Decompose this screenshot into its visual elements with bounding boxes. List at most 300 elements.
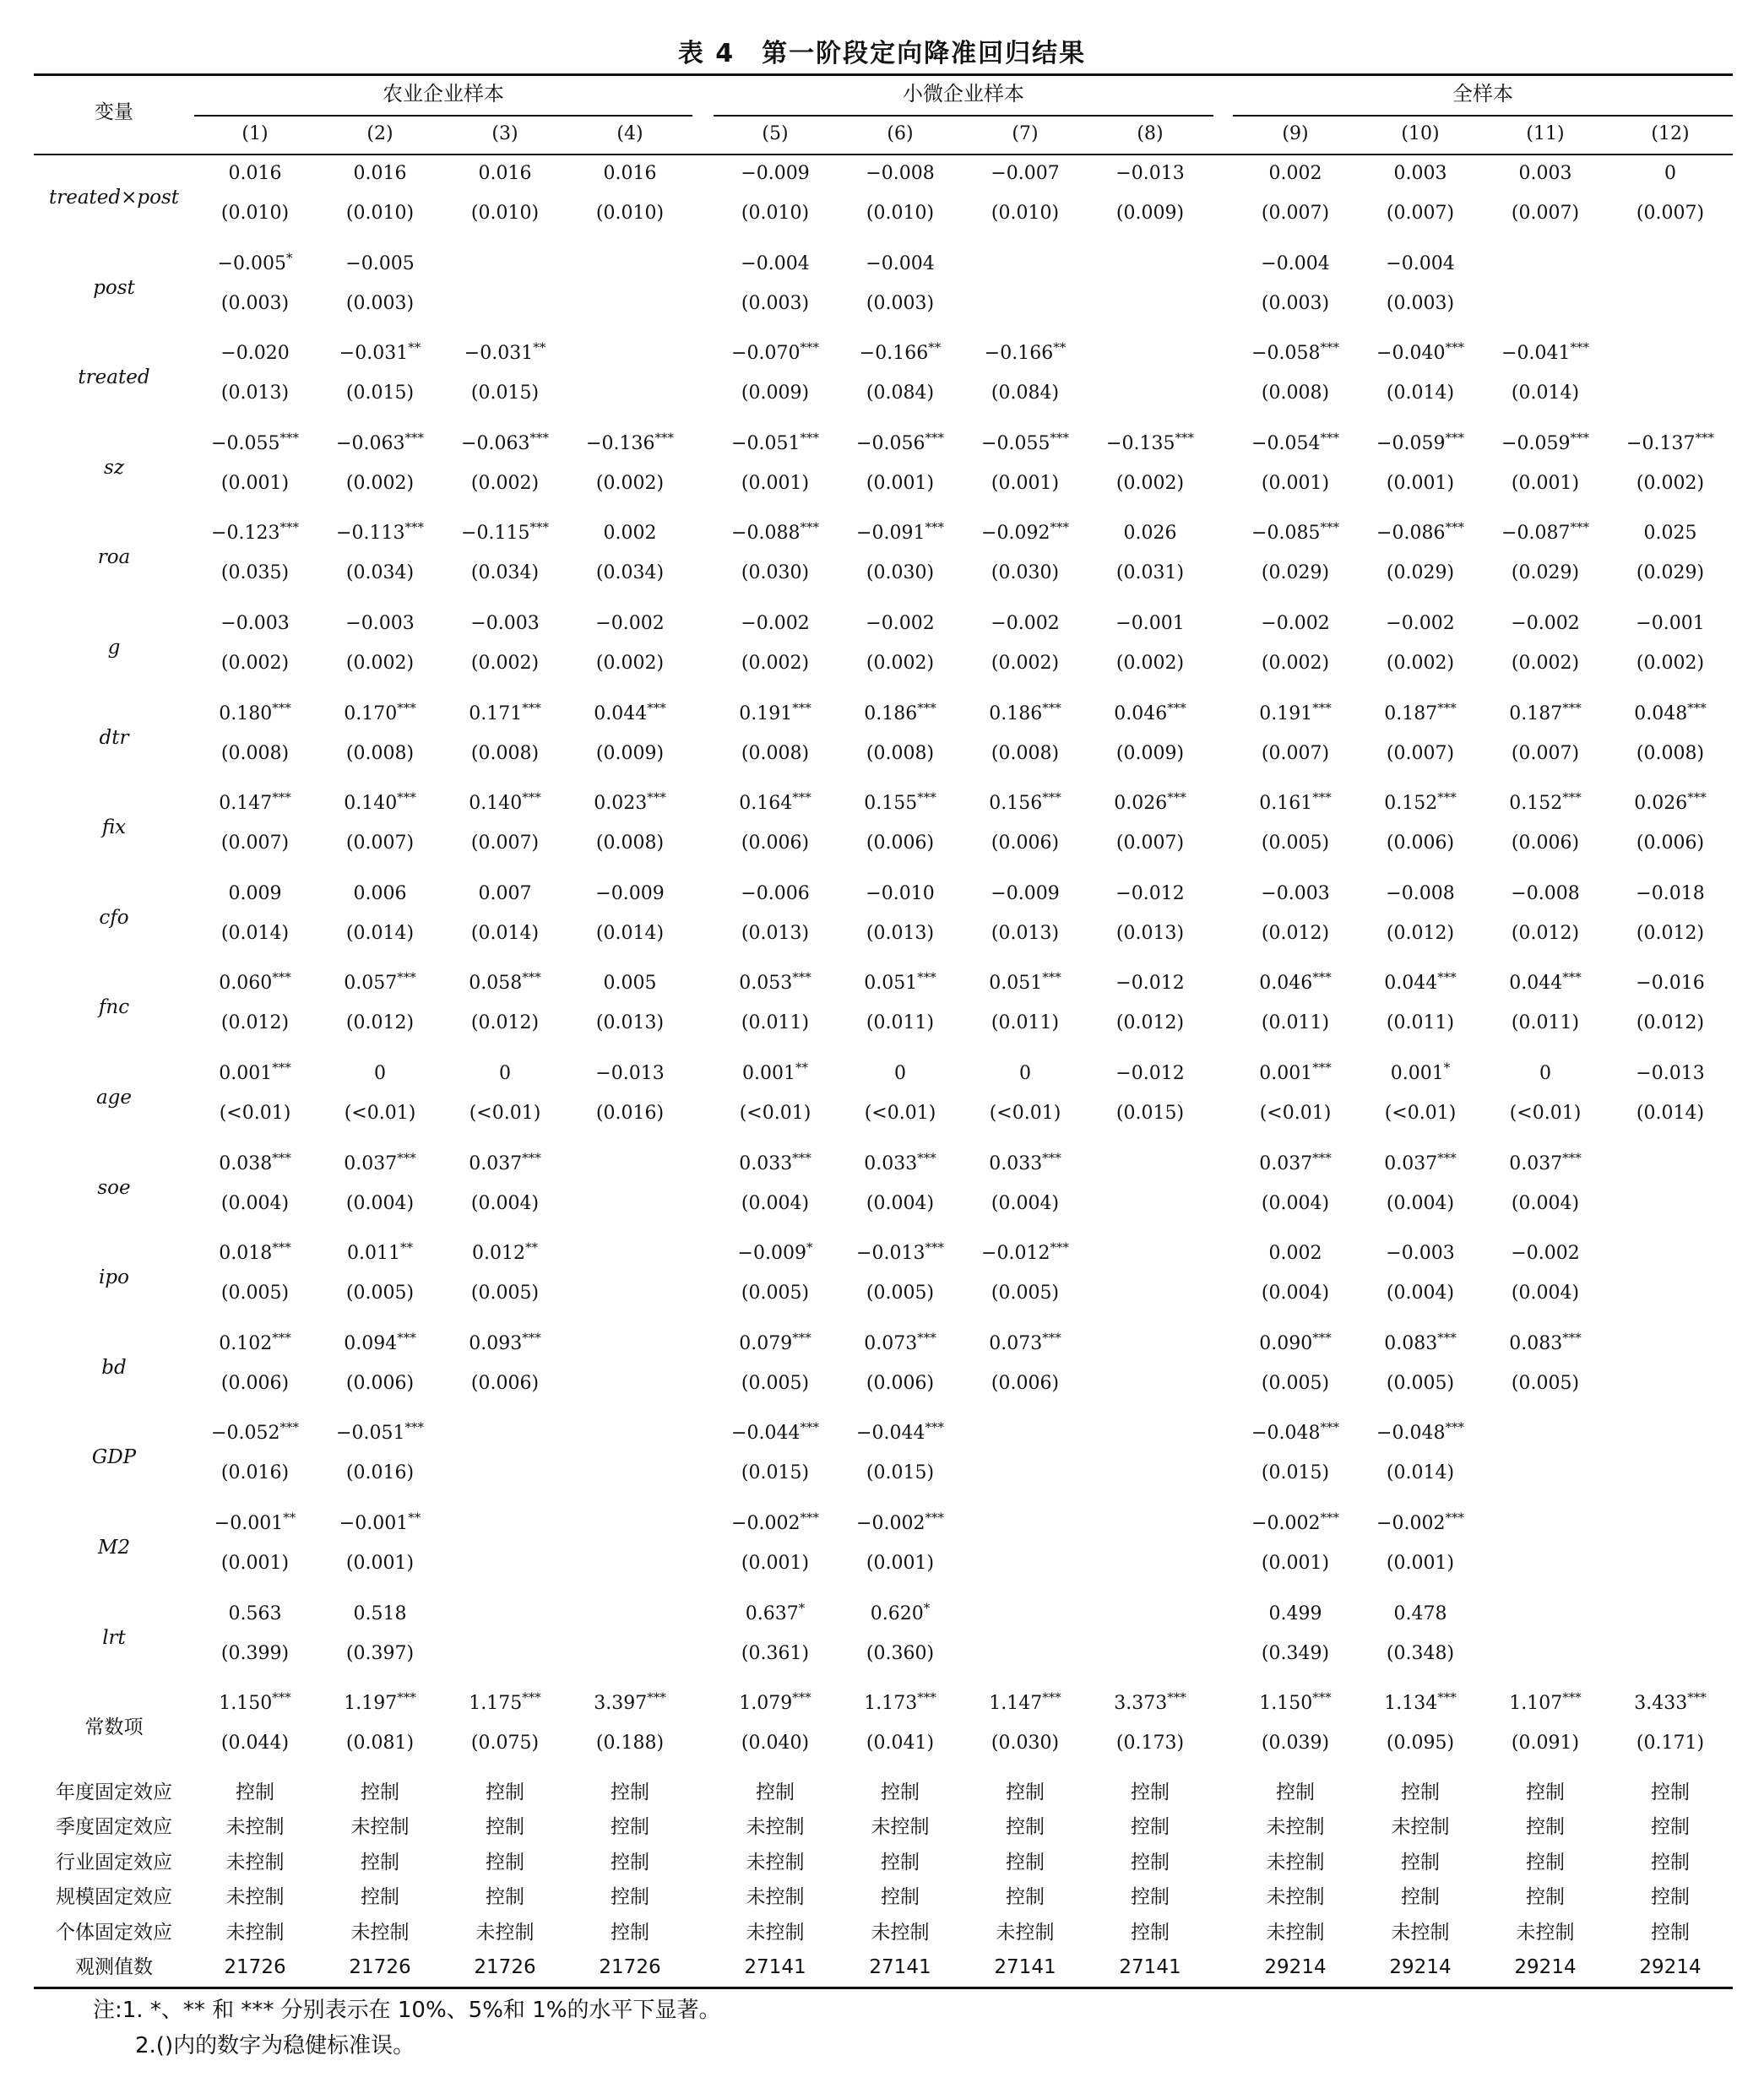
standard-error: (0.002) xyxy=(345,653,415,674)
standard-error: (0.009) xyxy=(1115,203,1185,224)
standard-error: (0.008) xyxy=(345,742,415,764)
coefficient: −0.002*** xyxy=(1376,1510,1464,1534)
standard-error: (0.010) xyxy=(595,203,665,224)
coefficient: −0.008 xyxy=(1386,882,1455,904)
standard-error: (0.012) xyxy=(1261,922,1330,944)
standard-error: (0.006) xyxy=(1511,832,1580,854)
standard-error: (0.173) xyxy=(1115,1733,1185,1754)
significance-stars: *** xyxy=(272,1150,291,1166)
coefficient: −0.003 xyxy=(345,613,415,634)
significance-stars: *** xyxy=(1562,789,1582,805)
significance-stars: *** xyxy=(1437,1330,1457,1346)
standard-error: (0.003) xyxy=(1261,292,1330,314)
variable-name: 常数项 xyxy=(84,1716,144,1739)
fixed-effect-value: 29214 xyxy=(1639,1956,1702,1978)
coefficient: 0.026*** xyxy=(1114,789,1186,815)
standard-error: (0.095) xyxy=(1386,1733,1455,1754)
significance-stars: *** xyxy=(925,1510,944,1526)
standard-error: (0.011) xyxy=(1386,1012,1455,1034)
column-number: (11) xyxy=(1526,123,1565,144)
coefficient: 0.037*** xyxy=(469,1150,541,1174)
standard-error: (0.031) xyxy=(1115,562,1185,584)
standard-error: (<0.01) xyxy=(1384,1103,1457,1124)
coefficient: −0.002 xyxy=(741,613,810,634)
fixed-effect-label: 观测值数 xyxy=(75,1956,153,1978)
coefficient: −0.004 xyxy=(741,252,810,274)
standard-error: (<0.01) xyxy=(864,1103,936,1124)
coefficient: 3.433*** xyxy=(1634,1689,1707,1715)
coefficient: 0.180*** xyxy=(219,700,291,724)
coefficient: 0.023*** xyxy=(594,789,666,815)
coefficient: 1.150*** xyxy=(219,1689,291,1715)
variable-name: ipo xyxy=(99,1266,129,1289)
coefficient: −0.031** xyxy=(339,339,421,365)
coefficient: −0.008 xyxy=(866,163,935,184)
coefficient: −0.002 xyxy=(1386,613,1455,634)
fixed-effect-value: 控制 xyxy=(1651,1921,1690,1944)
coefficient: 0.053*** xyxy=(739,970,811,995)
standard-error: (0.001) xyxy=(1261,472,1330,494)
coefficient: 0.012** xyxy=(472,1239,538,1265)
standard-error: (0.005) xyxy=(1261,832,1330,854)
coefficient: 1.147*** xyxy=(989,1689,1061,1715)
significance-stars: *** xyxy=(272,1060,291,1076)
significance-stars: *** xyxy=(280,430,299,446)
significance-stars: *** xyxy=(1437,1689,1457,1706)
group-header: 小微企业样本 xyxy=(903,82,1024,106)
standard-error: (0.029) xyxy=(1386,562,1455,584)
coefficient: −0.001** xyxy=(339,1510,421,1534)
standard-error: (0.016) xyxy=(220,1462,290,1484)
bottom-rule xyxy=(34,1987,1733,1989)
coefficient: 0.001** xyxy=(742,1060,808,1084)
significance-stars: *** xyxy=(397,789,416,805)
coefficient: 0.016 xyxy=(478,163,532,184)
standard-error: (0.034) xyxy=(595,562,665,584)
significance-stars: *** xyxy=(1562,700,1582,716)
coefficient: −0.051*** xyxy=(336,1420,424,1445)
significance-stars: *** xyxy=(925,1239,944,1255)
fixed-effect-value: 控制 xyxy=(361,1851,399,1874)
coefficient: 0.001*** xyxy=(219,1060,291,1084)
significance-stars: *** xyxy=(800,1420,819,1436)
coefficient: 0.026 xyxy=(1123,523,1177,545)
coefficient: −0.091*** xyxy=(856,520,944,545)
standard-error: (0.030) xyxy=(741,562,810,584)
standard-error: (0.171) xyxy=(1636,1733,1705,1754)
standard-error: (0.002) xyxy=(595,472,665,494)
coefficient: −0.013*** xyxy=(856,1239,944,1265)
fixed-effect-value: 控制 xyxy=(881,1886,920,1909)
variable-name: treated xyxy=(78,366,150,389)
coefficient: −0.044*** xyxy=(731,1420,819,1445)
standard-error: (0.010) xyxy=(220,203,290,224)
variable-name: fix xyxy=(101,816,127,839)
fixed-effect-label: 行业固定效应 xyxy=(56,1851,172,1874)
significance-stars: *** xyxy=(917,1330,936,1346)
significance-stars: *** xyxy=(522,970,541,986)
significance-stars: *** xyxy=(397,1330,416,1346)
fixed-effect-value: 未控制 xyxy=(225,1886,285,1909)
significance-stars: *** xyxy=(1570,339,1589,355)
coefficient: 0.033*** xyxy=(739,1150,811,1174)
significance-stars: *** xyxy=(792,1150,811,1166)
significance-stars: ** xyxy=(408,1510,421,1526)
fixed-effect-value: 未控制 xyxy=(1391,1816,1450,1839)
significance-stars: *** xyxy=(1320,430,1339,446)
significance-stars: *** xyxy=(1445,1510,1464,1526)
standard-error: (0.004) xyxy=(345,1192,415,1214)
coefficient: 1.107*** xyxy=(1509,1689,1582,1715)
coefficient: −0.002 xyxy=(595,613,665,634)
column-number: (6) xyxy=(887,123,914,144)
coefficient: 0.044*** xyxy=(594,700,666,724)
standard-error: (0.002) xyxy=(1115,653,1185,674)
coefficient: −0.009 xyxy=(595,882,665,904)
variable-name: dtr xyxy=(99,726,129,749)
column-number: (4) xyxy=(616,123,643,144)
coefficient: −0.002 xyxy=(866,613,935,634)
coefficient: −0.166** xyxy=(984,339,1067,365)
significance-stars: *** xyxy=(1167,1689,1186,1706)
standard-error: (0.006) xyxy=(991,832,1060,854)
standard-error: (0.035) xyxy=(220,562,290,584)
coefficient: −0.040*** xyxy=(1376,339,1464,365)
standard-error: (0.013) xyxy=(991,922,1060,944)
coefficient: −0.008 xyxy=(1511,882,1580,904)
standard-error: (0.010) xyxy=(866,203,935,224)
significance-stars: *** xyxy=(917,789,936,805)
coefficient: 0 xyxy=(1539,1063,1551,1084)
significance-stars: *** xyxy=(1437,789,1457,805)
variable-name: post xyxy=(93,276,135,299)
fixed-effect-value: 未控制 xyxy=(1266,1921,1325,1944)
standard-error: (0.348) xyxy=(1386,1642,1455,1664)
standard-error: (0.008) xyxy=(1261,382,1330,404)
standard-error: (0.005) xyxy=(1386,1372,1455,1394)
fixed-effect-value: 控制 xyxy=(611,1851,649,1874)
coefficient: 0.499 xyxy=(1268,1602,1322,1624)
significance-stars: ** xyxy=(928,339,942,355)
table-title: 表 4 第一阶段定向降准回归结果 xyxy=(677,39,1087,68)
significance-stars: * xyxy=(1443,1060,1451,1076)
variable-name: roa xyxy=(97,546,131,569)
standard-error: (0.015) xyxy=(866,1462,935,1484)
standard-error: (0.008) xyxy=(220,742,290,764)
standard-error: (0.006) xyxy=(220,1372,290,1394)
coefficient: 0.186*** xyxy=(989,700,1061,724)
significance-stars: *** xyxy=(1445,339,1464,355)
fixed-effect-value: 21726 xyxy=(599,1956,661,1978)
standard-error: (0.013) xyxy=(220,382,290,404)
significance-stars: *** xyxy=(272,1689,291,1706)
fixed-effect-value: 控制 xyxy=(1276,1781,1315,1803)
coefficient: −0.002 xyxy=(991,613,1060,634)
coefficient: −0.018 xyxy=(1636,882,1705,904)
standard-error: (0.188) xyxy=(595,1733,665,1754)
fixed-effect-value: 未控制 xyxy=(1516,1921,1575,1944)
coefficient: −0.001** xyxy=(214,1510,296,1534)
significance-stars: *** xyxy=(917,1689,936,1706)
coefficient: 0.094*** xyxy=(344,1330,416,1354)
fixed-effect-label: 规模固定效应 xyxy=(56,1886,172,1909)
standard-error: (0.030) xyxy=(991,1733,1060,1754)
fixed-effect-value: 控制 xyxy=(881,1851,920,1874)
coefficient: 0.051*** xyxy=(864,970,936,995)
standard-error: (0.075) xyxy=(470,1733,540,1754)
significance-stars: *** xyxy=(1695,430,1714,446)
significance-stars: *** xyxy=(1312,1689,1332,1706)
standard-error: (0.007) xyxy=(220,832,290,854)
significance-stars: *** xyxy=(800,339,819,355)
significance-stars: ** xyxy=(1053,339,1067,355)
significance-stars: *** xyxy=(1562,1330,1582,1346)
variable-name: GDP xyxy=(91,1446,137,1469)
coefficient: −0.166** xyxy=(859,339,942,365)
coefficient: 0.033*** xyxy=(989,1150,1061,1174)
standard-error: (0.014) xyxy=(595,922,665,944)
fixed-effect-value: 21726 xyxy=(349,1956,411,1978)
column-number: (2) xyxy=(366,123,394,144)
significance-stars: *** xyxy=(1562,1150,1582,1166)
standard-error: (0.003) xyxy=(866,292,935,314)
coefficient: −0.012 xyxy=(1115,973,1185,995)
column-number: (7) xyxy=(1012,123,1039,144)
standard-error: (0.002) xyxy=(1511,653,1580,674)
coefficient: −0.063*** xyxy=(336,430,424,454)
coefficient: −0.044*** xyxy=(856,1420,944,1445)
coefficient: 0.016 xyxy=(603,163,657,184)
coefficient: 0.060*** xyxy=(219,970,291,995)
standard-error: (0.091) xyxy=(1511,1733,1580,1754)
fixed-effect-value: 未控制 xyxy=(871,1816,930,1839)
variable-name: g xyxy=(107,637,121,659)
significance-stars: *** xyxy=(1320,1510,1339,1526)
standard-error: (0.014) xyxy=(345,922,415,944)
coefficient: 1.079*** xyxy=(739,1689,811,1715)
column-number: (5) xyxy=(762,123,789,144)
fixed-effect-label: 季度固定效应 xyxy=(56,1816,172,1839)
significance-stars: * xyxy=(798,1600,806,1616)
significance-stars: ** xyxy=(408,339,421,355)
standard-error: (0.002) xyxy=(1115,472,1185,494)
fixed-effect-value: 控制 xyxy=(486,1886,524,1909)
standard-error: (0.011) xyxy=(741,1012,810,1034)
variable-name: bd xyxy=(101,1356,127,1379)
standard-error: (0.008) xyxy=(1636,742,1705,764)
coefficient: −0.031** xyxy=(464,339,546,365)
significance-stars: ** xyxy=(795,1060,808,1076)
standard-error: (0.004) xyxy=(1261,1192,1330,1214)
coefficient: 0.152*** xyxy=(1384,789,1457,815)
coefficient: 0.002 xyxy=(1268,1243,1322,1265)
significance-stars: *** xyxy=(1320,520,1339,536)
standard-error: (0.009) xyxy=(595,742,665,764)
standard-error: (0.003) xyxy=(345,292,415,314)
coefficient: −0.070*** xyxy=(731,339,819,365)
fixed-effect-value: 控制 xyxy=(361,1781,399,1803)
coefficient: 0.171*** xyxy=(469,700,541,724)
standard-error: (0.009) xyxy=(1115,742,1185,764)
column-number: (12) xyxy=(1651,123,1690,144)
standard-error: (0.002) xyxy=(345,472,415,494)
coefficient: −0.020 xyxy=(220,343,290,365)
coefficient: 1.175*** xyxy=(469,1689,541,1715)
column-number: (10) xyxy=(1401,123,1440,144)
standard-error: (0.007) xyxy=(1115,832,1185,854)
significance-stars: *** xyxy=(1570,430,1589,446)
fixed-effect-value: 控制 xyxy=(1526,1851,1565,1874)
group-header: 农业企业样本 xyxy=(383,82,504,106)
coefficient: 0.009 xyxy=(228,882,282,904)
significance-stars: *** xyxy=(800,1510,819,1526)
coefficient: 0.007 xyxy=(478,882,532,904)
coefficient: −0.009* xyxy=(737,1239,813,1265)
coefficient: 0.073*** xyxy=(864,1330,936,1354)
coefficient: 0 xyxy=(499,1063,511,1084)
significance-stars: *** xyxy=(792,970,811,986)
standard-error: (0.004) xyxy=(741,1192,810,1214)
standard-error: (<0.01) xyxy=(989,1103,1061,1124)
coefficient: −0.056*** xyxy=(856,430,944,454)
significance-stars: *** xyxy=(397,1689,416,1706)
fixed-effect-value: 未控制 xyxy=(225,1851,285,1874)
coefficient: −0.016 xyxy=(1636,973,1705,995)
coefficient: 1.197*** xyxy=(344,1689,416,1715)
group-header: 全样本 xyxy=(1452,82,1513,106)
coefficient: −0.004 xyxy=(1261,252,1330,274)
significance-stars: *** xyxy=(800,430,819,446)
significance-stars: *** xyxy=(925,520,944,536)
significance-stars: *** xyxy=(1050,430,1069,446)
significance-stars: *** xyxy=(792,789,811,805)
standard-error: (0.006) xyxy=(345,1372,415,1394)
coefficient: −0.115*** xyxy=(461,520,549,545)
coefficient: 0.191*** xyxy=(739,700,811,724)
standard-error: (0.001) xyxy=(1511,472,1580,494)
fixed-effect-label: 个体固定效应 xyxy=(56,1921,172,1944)
significance-stars: *** xyxy=(1312,1330,1332,1346)
significance-stars: *** xyxy=(1437,970,1457,986)
standard-error: (<0.01) xyxy=(469,1103,541,1124)
standard-error: (0.029) xyxy=(1261,562,1330,584)
significance-stars: *** xyxy=(522,1330,541,1346)
fixed-effect-value: 控制 xyxy=(1401,1886,1440,1909)
fixed-effect-value: 控制 xyxy=(1006,1851,1045,1874)
fixed-effect-value: 未控制 xyxy=(350,1816,410,1839)
standard-error: (0.029) xyxy=(1636,562,1705,584)
standard-error: (0.006) xyxy=(866,1372,935,1394)
standard-error: (0.008) xyxy=(866,742,935,764)
standard-error: (0.001) xyxy=(1386,472,1455,494)
coefficient: 0.161*** xyxy=(1259,789,1332,815)
coefficient: 0 xyxy=(1664,163,1676,184)
coefficient: 0.170*** xyxy=(344,700,416,724)
fixed-effect-value: 27141 xyxy=(869,1956,931,1978)
coefficient: 0.518 xyxy=(353,1602,407,1624)
standard-error: (0.002) xyxy=(470,472,540,494)
standard-error: (0.007) xyxy=(1261,203,1330,224)
standard-error: (0.007) xyxy=(470,832,540,854)
coefficient: 0.046*** xyxy=(1114,700,1186,724)
significance-stars: *** xyxy=(404,1420,424,1436)
coefficient: −0.059*** xyxy=(1376,430,1464,454)
standard-error: (0.014) xyxy=(1511,382,1580,404)
coefficient: 0.033*** xyxy=(864,1150,936,1174)
coefficient: −0.009 xyxy=(991,882,1060,904)
standard-error: (0.015) xyxy=(741,1462,810,1484)
coefficient: 0.156*** xyxy=(989,789,1061,815)
standard-error: (0.001) xyxy=(741,1553,810,1574)
standard-error: (0.004) xyxy=(866,1192,935,1214)
coefficient: 0.140*** xyxy=(469,789,541,815)
standard-error: (0.030) xyxy=(991,562,1060,584)
significance-stars: *** xyxy=(1312,970,1332,986)
standard-error: (0.004) xyxy=(1386,1283,1455,1304)
standard-error: (0.008) xyxy=(741,742,810,764)
fixed-effect-value: 控制 xyxy=(361,1886,399,1909)
standard-error: (0.005) xyxy=(866,1283,935,1304)
significance-stars: *** xyxy=(1312,789,1332,805)
standard-error: (0.007) xyxy=(1386,742,1455,764)
coefficient: 0.093*** xyxy=(469,1330,541,1354)
coefficient: −0.092*** xyxy=(981,520,1069,545)
significance-stars: *** xyxy=(272,970,291,986)
fixed-effect-value: 控制 xyxy=(486,1851,524,1874)
fixed-effect-value: 控制 xyxy=(1131,1816,1170,1839)
significance-stars: *** xyxy=(522,1150,541,1166)
coefficient: 0.563 xyxy=(228,1602,282,1624)
standard-error: (0.002) xyxy=(1261,653,1330,674)
fixed-effect-value: 控制 xyxy=(1131,1781,1170,1803)
coefficient: 0.046*** xyxy=(1259,970,1332,995)
standard-error: (0.349) xyxy=(1261,1642,1330,1664)
standard-error: (0.004) xyxy=(1386,1192,1455,1214)
significance-stars: *** xyxy=(1445,1420,1464,1436)
coefficient: 0.140*** xyxy=(344,789,416,815)
standard-error: (0.012) xyxy=(1511,922,1580,944)
header-rule xyxy=(34,154,1733,155)
coefficient: 0.187*** xyxy=(1384,700,1457,724)
fixed-effect-value: 未控制 xyxy=(746,1886,805,1909)
standard-error: (0.006) xyxy=(741,832,810,854)
coefficient: −0.086*** xyxy=(1376,520,1464,545)
coefficient: 0 xyxy=(374,1063,386,1084)
fixed-effect-value: 未控制 xyxy=(1266,1851,1325,1874)
coefficient: 0.037*** xyxy=(1384,1150,1457,1174)
coefficient: −0.054*** xyxy=(1251,430,1339,454)
standard-error: (0.013) xyxy=(741,922,810,944)
coefficient: −0.005* xyxy=(217,250,293,274)
standard-error: (0.084) xyxy=(991,382,1060,404)
column-number: (9) xyxy=(1282,123,1309,144)
significance-stars: *** xyxy=(1687,789,1707,805)
standard-error: (0.007) xyxy=(1511,203,1580,224)
standard-error: (0.034) xyxy=(470,562,540,584)
significance-stars: *** xyxy=(1437,1150,1457,1166)
coefficient: 0.083*** xyxy=(1509,1330,1582,1354)
coefficient: −0.002*** xyxy=(1251,1510,1339,1534)
standard-error: (0.005) xyxy=(991,1283,1060,1304)
standard-error: (0.029) xyxy=(1511,562,1580,584)
standard-error: (0.006) xyxy=(1386,832,1455,854)
fixed-effect-value: 控制 xyxy=(1131,1921,1170,1944)
coefficient: 0.016 xyxy=(228,163,282,184)
fixed-effect-value: 控制 xyxy=(1526,1886,1565,1909)
coefficient: 3.373*** xyxy=(1114,1689,1186,1715)
fixed-effect-value: 未控制 xyxy=(746,1816,805,1839)
significance-stars: * xyxy=(806,1239,813,1255)
